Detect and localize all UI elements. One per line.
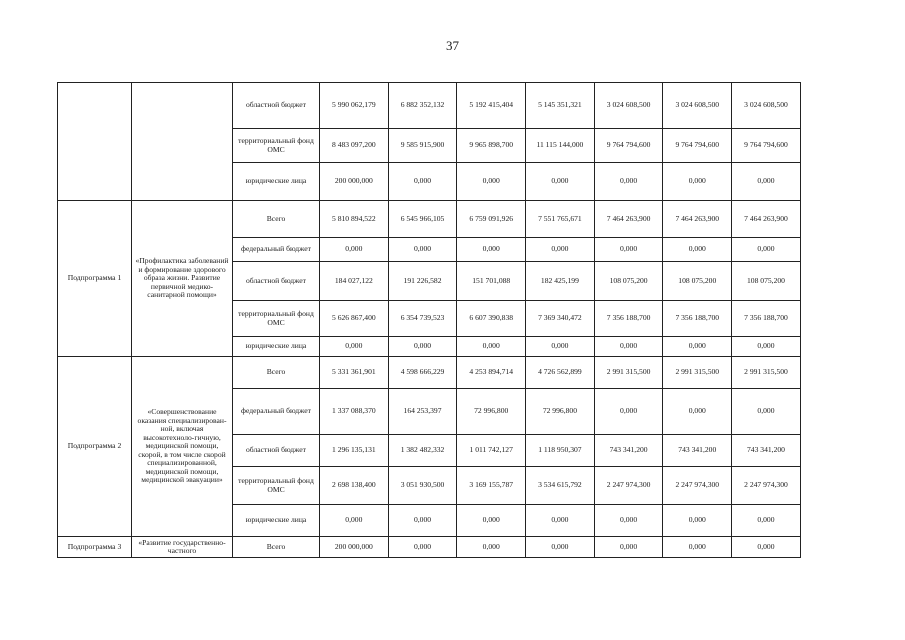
amount-cell: 6 354 739,523 [388,301,457,337]
amount-cell: 0,000 [457,163,526,201]
amount-cell: 200 000,000 [320,163,389,201]
program-name-cell: «Развитие государственно-частного [132,537,233,558]
amount-cell: 0,000 [526,537,595,558]
amount-cell: 3 051 930,500 [388,467,457,505]
amount-cell: 4 598 666,229 [388,357,457,389]
funding-source-cell: юридические лица [233,163,320,201]
amount-cell: 3 534 615,792 [526,467,595,505]
funding-source-cell: областной бюджет [233,262,320,301]
amount-cell: 0,000 [594,163,663,201]
amount-cell: 0,000 [388,163,457,201]
amount-cell: 11 115 144,000 [526,129,595,163]
amount-cell: 72 996,800 [457,389,526,435]
amount-cell: 7 464 263,900 [732,201,801,238]
amount-cell: 743 341,200 [594,435,663,467]
amount-cell: 0,000 [663,537,732,558]
funding-source-cell: юридические лица [233,505,320,537]
funding-source-cell: областной бюджет [233,83,320,129]
amount-cell: 2 247 974,300 [594,467,663,505]
amount-cell: 7 464 263,900 [594,201,663,238]
amount-cell: 2 247 974,300 [663,467,732,505]
funding-source-cell: Всего [233,357,320,389]
amount-cell: 0,000 [663,163,732,201]
amount-cell: 0,000 [526,505,595,537]
funding-source-cell: территориальный фонд ОМС [233,467,320,505]
amount-cell: 184 027,122 [320,262,389,301]
amount-cell: 0,000 [388,537,457,558]
amount-cell: 1 011 742,127 [457,435,526,467]
amount-cell: 0,000 [526,163,595,201]
funding-source-cell: Всего [233,537,320,558]
funding-source-cell: федеральный бюджет [233,389,320,435]
program-cell: Подпрограмма 3 [58,537,132,558]
amount-cell: 743 341,200 [732,435,801,467]
amount-cell: 200 000,000 [320,537,389,558]
funding-source-cell: областной бюджет [233,435,320,467]
amount-cell: 2 698 138,400 [320,467,389,505]
amount-cell: 0,000 [594,238,663,262]
funding-source-cell: федеральный бюджет [233,238,320,262]
amount-cell: 0,000 [594,505,663,537]
amount-cell: 0,000 [663,337,732,357]
amount-cell: 5 810 894,522 [320,201,389,238]
amount-cell: 6 607 390,838 [457,301,526,337]
amount-cell: 0,000 [388,505,457,537]
amount-cell: 9 585 915,900 [388,129,457,163]
amount-cell: 0,000 [732,163,801,201]
amount-cell: 151 701,088 [457,262,526,301]
program-name-cell: «Совершенствование оказания специализирован-ной, включая высокотехноло-гичную, медицинской помощи, скорой, в том числе скорой специализированной, медицинской помощи, медицинской эвакуации» [132,357,233,537]
amount-cell: 0,000 [594,537,663,558]
program-cell [58,83,132,201]
amount-cell: 2 991 315,500 [732,357,801,389]
amount-cell: 0,000 [732,505,801,537]
funding-source-cell: территориальный фонд ОМС [233,301,320,337]
amount-cell: 9 764 794,600 [594,129,663,163]
amount-cell: 0,000 [732,337,801,357]
amount-cell: 0,000 [457,537,526,558]
amount-cell: 0,000 [388,238,457,262]
amount-cell: 0,000 [320,337,389,357]
budget-table [57,82,801,558]
amount-cell: 7 356 188,700 [663,301,732,337]
funding-source-cell: юридические лица [233,337,320,357]
amount-cell: 0,000 [457,337,526,357]
amount-cell: 0,000 [663,389,732,435]
amount-cell: 0,000 [732,389,801,435]
funding-source-cell: территориальный фонд ОМС [233,129,320,163]
amount-cell: 2 991 315,500 [594,357,663,389]
amount-cell: 6 882 352,132 [388,83,457,129]
amount-cell: 0,000 [320,238,389,262]
amount-cell: 5 626 867,400 [320,301,389,337]
amount-cell: 7 356 188,700 [594,301,663,337]
amount-cell: 191 226,582 [388,262,457,301]
amount-cell: 1 337 088,370 [320,389,389,435]
amount-cell: 743 341,200 [663,435,732,467]
amount-cell: 1 118 950,307 [526,435,595,467]
amount-cell: 3 024 608,500 [594,83,663,129]
table-row [58,537,801,558]
table-row [58,83,801,129]
amount-cell: 5 145 351,321 [526,83,595,129]
amount-cell: 108 075,200 [594,262,663,301]
amount-cell: 0,000 [526,238,595,262]
amount-cell: 6 545 966,105 [388,201,457,238]
amount-cell: 4 253 894,714 [457,357,526,389]
amount-cell: 182 425,199 [526,262,595,301]
program-cell: Подпрограмма 2 [58,357,132,537]
amount-cell: 0,000 [732,537,801,558]
amount-cell: 7 369 340,472 [526,301,595,337]
amount-cell: 9 764 794,600 [663,129,732,163]
amount-cell: 3 024 608,500 [663,83,732,129]
amount-cell: 0,000 [732,238,801,262]
amount-cell: 0,000 [663,505,732,537]
amount-cell: 108 075,200 [732,262,801,301]
amount-cell: 7 551 765,671 [526,201,595,238]
program-name-cell [132,83,233,201]
amount-cell: 5 192 415,404 [457,83,526,129]
amount-cell: 5 990 062,179 [320,83,389,129]
amount-cell: 9 764 794,600 [732,129,801,163]
amount-cell: 0,000 [526,337,595,357]
amount-cell: 1 296 135,131 [320,435,389,467]
amount-cell: 0,000 [594,337,663,357]
amount-cell: 3 024 608,500 [732,83,801,129]
amount-cell: 2 247 974,300 [732,467,801,505]
amount-cell: 1 382 482,332 [388,435,457,467]
funding-source-cell: Всего [233,201,320,238]
amount-cell: 164 253,397 [388,389,457,435]
amount-cell: 0,000 [320,505,389,537]
page-number: 37 [446,38,459,53]
table-row [58,201,801,238]
amount-cell: 0,000 [457,238,526,262]
amount-cell: 0,000 [594,389,663,435]
amount-cell: 6 759 091,926 [457,201,526,238]
amount-cell: 3 169 155,787 [457,467,526,505]
amount-cell: 0,000 [388,337,457,357]
amount-cell: 4 726 562,899 [526,357,595,389]
amount-cell: 72 996,800 [526,389,595,435]
amount-cell: 2 991 315,500 [663,357,732,389]
table-row [58,357,801,389]
amount-cell: 5 331 361,901 [320,357,389,389]
amount-cell: 0,000 [663,238,732,262]
amount-cell: 0,000 [457,505,526,537]
amount-cell: 108 075,200 [663,262,732,301]
program-name-cell: «Профилактика заболеваний и формирование здорового образа жизни. Развитие первичной медико-санитарной помощи» [132,201,233,357]
amount-cell: 7 356 188,700 [732,301,801,337]
amount-cell: 8 483 097,200 [320,129,389,163]
program-cell: Подпрограмма 1 [58,201,132,357]
amount-cell: 7 464 263,900 [663,201,732,238]
amount-cell: 9 965 898,700 [457,129,526,163]
